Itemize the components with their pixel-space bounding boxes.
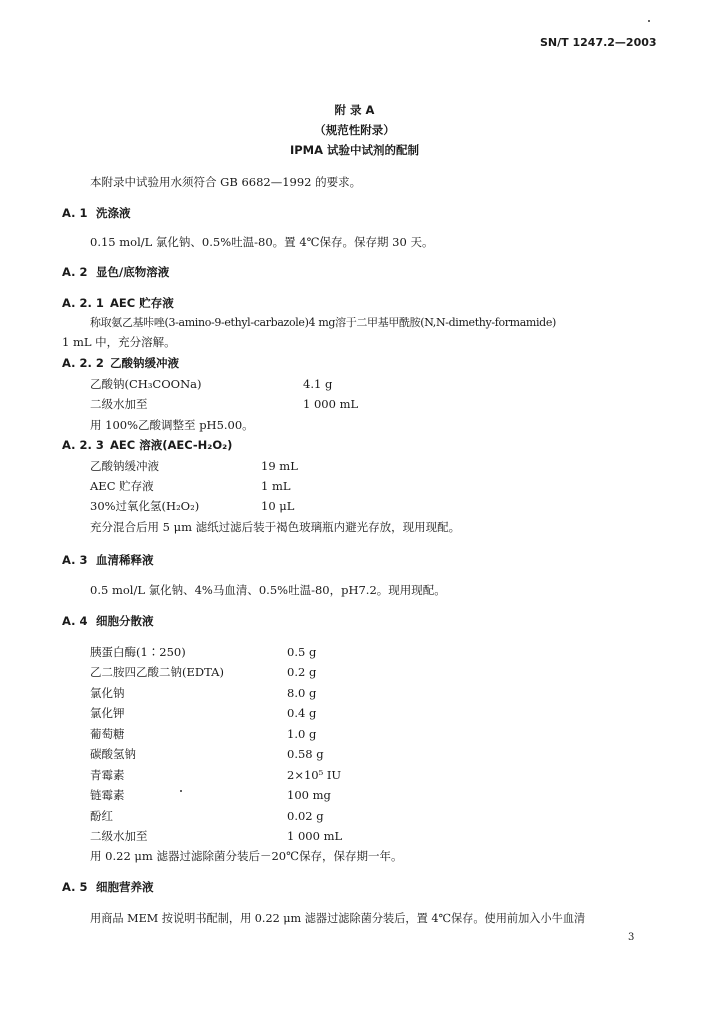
intro-paragraph: 本附录中试验用水须符合 GB 6682—1992 的要求。 xyxy=(90,175,362,189)
section-a22-title: 乙酸钠缓冲液 xyxy=(110,356,179,370)
a23-item-amount: 1 mL xyxy=(261,479,291,493)
a4-item-name: 链霉素 xyxy=(90,788,125,802)
a4-item-amount: 0.4 g xyxy=(287,706,317,720)
section-a5-number: A. 5 xyxy=(62,880,88,894)
section-a2-title: 显色/底物溶液 xyxy=(96,265,170,279)
a4-item-name: 氯化钠 xyxy=(90,686,125,700)
a4-item-name: 葡萄糖 xyxy=(90,727,125,741)
scan-speck xyxy=(180,790,182,792)
a22-item-amount: 1 000 mL xyxy=(303,397,359,411)
a22-item-amount: 4.1 g xyxy=(303,377,333,391)
section-a1-body: 0.15 mol/L 氯化钠、0.5%吐温-80。置 4℃保存。保存期 30 天。 xyxy=(90,235,434,249)
section-a21-body-line2: 1 mL 中，充分溶解。 xyxy=(62,335,176,349)
a4-item-amount: 0.2 g xyxy=(287,665,317,679)
a4-item-amount: 0.02 g xyxy=(287,809,324,823)
normative-label: （规范性附录） xyxy=(314,123,395,137)
a4-item-amount: 2×10⁵ IU xyxy=(287,768,342,782)
a4-item-name: 二级水加至 xyxy=(90,829,148,843)
section-a21-title: AEC 贮存液 xyxy=(110,296,174,310)
a4-item-amount: 0.58 g xyxy=(287,747,324,761)
scan-speck xyxy=(648,20,650,22)
a4-item-name: 碳酸氢钠 xyxy=(90,747,136,761)
a4-item-amount: 100 mg xyxy=(287,788,331,802)
a4-item-name: 氯化钾 xyxy=(90,706,125,720)
a4-item-name: 乙二胺四乙酸二钠(EDTA) xyxy=(90,665,224,679)
section-a5-title: 细胞营养液 xyxy=(96,880,154,894)
a22-item-name: 乙酸钠(CH₃COONa) xyxy=(90,377,202,391)
appendix-title: 附 录 A xyxy=(334,103,375,117)
section-a3-body: 0.5 mol/L 氯化钠、4%马血清、0.5%吐温-80，pH7.2。现用现配。 xyxy=(90,583,446,597)
a23-item-name: 乙酸钠缓冲液 xyxy=(90,459,159,473)
standard-code: SN/T 1247.2—2003 xyxy=(540,36,657,49)
section-a1-number: A. 1 xyxy=(62,206,88,220)
a4-item-amount: 0.5 g xyxy=(287,645,317,659)
section-a5-body: 用商品 MEM 按说明书配制，用 0.22 μm 滤器过滤除菌分装后，置 4℃保存。使用前加入小牛血清 xyxy=(90,912,586,925)
section-a23-title: AEC 溶液(AEC-H₂O₂) xyxy=(110,438,233,452)
a23-item-name: AEC 贮存液 xyxy=(90,479,154,493)
a22-note: 用 100%乙酸调整至 pH5.00。 xyxy=(90,418,254,432)
a23-item-amount: 10 μL xyxy=(261,499,295,513)
a23-item-amount: 19 mL xyxy=(261,459,298,473)
section-a3-title: 血清稀释液 xyxy=(96,553,154,567)
a4-item-name: 酚红 xyxy=(90,809,113,823)
a22-item-name: 二级水加至 xyxy=(90,397,148,411)
section-a23-number: A. 2. 3 xyxy=(62,438,104,452)
a23-item-name: 30%过氧化氢(H₂O₂) xyxy=(90,499,200,513)
section-a1-title: 洗涤液 xyxy=(96,206,131,220)
section-a22-number: A. 2. 2 xyxy=(62,356,104,370)
a4-item-amount: 8.0 g xyxy=(287,686,317,700)
section-a4-number: A. 4 xyxy=(62,614,88,628)
section-a21-body-line1: 称取氨乙基咔唑(3-amino-9-ethyl-carbazole)4 mg溶于二甲基甲酰胺(N,N-dimethy-formamide) xyxy=(90,316,556,329)
a4-item-name: 青霉素 xyxy=(90,768,125,782)
section-a4-title: 细胞分散液 xyxy=(96,614,154,628)
a4-item-amount: 1 000 mL xyxy=(287,829,343,843)
section-a21-number: A. 2. 1 xyxy=(62,296,104,310)
page-title: IPMA 试验中试剂的配制 xyxy=(289,143,420,157)
section-a3-number: A. 3 xyxy=(62,553,88,567)
page-number: 3 xyxy=(628,932,635,943)
a23-note: 充分混合后用 5 μm 滤纸过滤后装于褐色玻璃瓶内避光存放，现用现配。 xyxy=(90,520,461,534)
a4-item-amount: 1.0 g xyxy=(287,727,317,741)
a4-note: 用 0.22 μm 滤器过滤除菌分装后－20℃保存，保存期一年。 xyxy=(90,849,403,863)
a4-item-name: 胰蛋白酶(1∶250) xyxy=(90,645,186,659)
section-a2-number: A. 2 xyxy=(62,265,88,279)
